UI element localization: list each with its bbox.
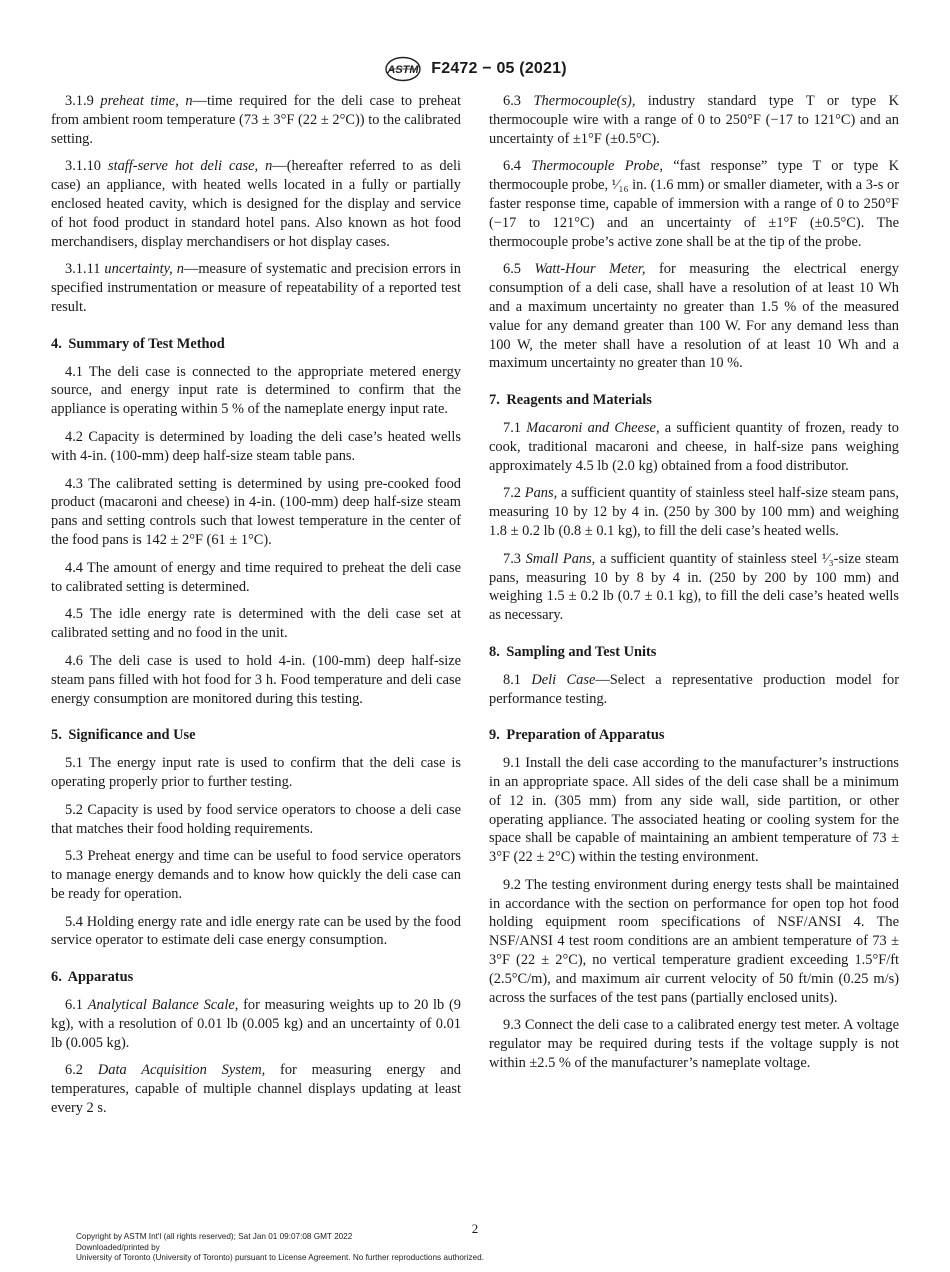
paragraph-5-2: 5.2 Capacity is used by food service operators to choose a deli case that matches their food holding requirements. bbox=[51, 801, 461, 837]
document-id: F2472 − 05 (2021) bbox=[431, 60, 567, 77]
paragraph-9-1: 9.1 Install the deli case according to the manufacturer’s instructions in an appropriate space. All sides of the deli case shall be a minimum of 12 in. (305 mm) from any side wall, side partition, or other operating appliance. The associated heating or cooling system for the space shall be capable of maintaining an ambient temperature of 73 ± 3°F (22 ± 2°C) within the testing environment. bbox=[489, 755, 899, 866]
paragraph-5-1: 5.1 The energy input rate is used to confirm that the deli case is operating properly prior to further testing. bbox=[51, 755, 461, 790]
paragraph-4-3: 4.3 The calibrated setting is determined by using pre-cooked food product (macaroni and cheese) in 4-in. (100-mm) deep half-size steam pans and setting controls such that lowest temperature in the center of the food pans is 142 ± 2°F (61 ± 1°C). bbox=[51, 475, 461, 548]
definition-3-1-9: 3.1.9 preheat time, n—time required for the deli case to preheat from ambient room temperature (73 ± 3°F (22 ± 2°C)) to the calibrated setting. bbox=[51, 93, 461, 147]
astm-logo-icon bbox=[383, 56, 423, 82]
paragraph-9-2: 9.2 The testing environment during energy tests shall be maintained in accordance with the section on performance for open top hot food holding equipment room specifications of NSF/ANSI 4. The NSF/ANSI 4 test room conditions are an ambient temperature of 73 ± 3°F (22 ± 2°C), no vertical temperature gradient exceeding 1.5°F/ft (2.5°C/m), and maximum air current velocity of 50 ft/min (0.25 m/s) across the surfaces of the test pans (partially enclosed units). bbox=[489, 876, 899, 1006]
definition-3-1-11: 3.1.11 uncertainty, n—measure of systematic and precision errors in specified instrumentation or measure of repeatability of a reported test result. bbox=[51, 261, 461, 315]
paragraph-9-3: 9.3 Connect the deli case to a calibrated energy test meter. A voltage regulator may be required during tests if the voltage supply is not within ±2.5 % of the manufacturer’s nameplate voltage. bbox=[489, 1017, 899, 1072]
paragraph-4-4: 4.4 The amount of energy and time required to preheat the deli case to calibrated setting is determined. bbox=[51, 559, 461, 595]
paragraph-6-1: 6.1 Analytical Balance Scale, for measuring weights up to 20 lb (9 kg), with a resolution of 0.01 lb (0.005 kg) and an uncertainty of 0.01 lb (0.005 kg). bbox=[51, 997, 461, 1051]
paragraph-4-5: 4.5 The idle energy rate is determined with the deli case set at calibrated setting and no food in the unit. bbox=[51, 606, 461, 642]
paragraph-6-2: 6.2 Data Acquisition System, for measuring energy and temperatures, capable of multiple channel displays updating at least every 2 s. bbox=[51, 1062, 461, 1117]
paragraph-4-1: 4.1 The deli case is connected to the appropriate metered energy source, and energy input rate is determined to confirm that the appliance is operating within 5 % of the nameplate energy input rate. bbox=[51, 363, 461, 418]
paragraph-6-4: 6.4 Thermocouple Probe, “fast response” type T or type K thermocouple probe, ¹⁄₁₆ in. (1.6 mm) or smaller diameter, with a 3-s or faster response time, capable of immersion with a range of 0 to 250°F (−17 to 121°C) and an uncertainty of ±1°F (±0.5°C). The thermocouple probe’s active zone shall be at the tip of the probe. bbox=[489, 158, 899, 250]
paragraph-6-3: 6.3 Thermocouple(s), industry standard type T or type K thermocouple wire with a range of 0 to 250°F (−17 to 121°C) and an uncertainty of ±1°F (±0.5°C). bbox=[489, 93, 899, 147]
paragraph-7-2: 7.2 Pans, a sufficient quantity of stainless steel half-size steam pans, measuring 10 by 12 by 4 in. (250 by 300 by 100 mm) and weighing 1.8 ± 0.2 lb (0.8 ± 0.1 kg), to fill the deli case’s heated wells. bbox=[489, 485, 899, 539]
logo-text: ASTM bbox=[387, 64, 419, 76]
page-number: 2 bbox=[471, 1221, 479, 1236]
definition-3-1-10: 3.1.10 staff-serve hot deli case, n—(hereafter referred to as deli case) an appliance, with heated wells located in a fully or partially enclosed heated cavity, which is designed for the display and service of hot food product in standard hotel pans. Also known as hot food merchandisers, display merchandisers or hot display cases. bbox=[51, 158, 461, 250]
paragraph-4-6: 4.6 The deli case is used to hold 4-in. (100-mm) deep half-size steam pans filled with hot food for 3 h. Food temperature and deli case energy consumption are monitored during this testing. bbox=[51, 652, 461, 707]
paragraph-7-3: 7.3 Small Pans, a sufficient quantity of stainless steel ¹⁄₃-size steam pans, measuring 10 by 8 by 4 in. (250 by 200 by 100 mm) and weighing 1.5 ± 0.2 lb (0.7 ± 0.1 kg), to fill the deli case’s heated wells as necessary. bbox=[489, 550, 899, 624]
footer-copyright-line: Copyright by ASTM Int'l (all rights reserved); Sat Jan 01 09:07:08 GMT 2022 bbox=[76, 1232, 353, 1241]
paragraph-5-3: 5.3 Preheat energy and time can be useful to food service operators to manage energy demands and to know how quickly the deli case can be ready for operation. bbox=[51, 848, 461, 902]
section-heading-5: 5. Significance and Use bbox=[51, 727, 196, 744]
paragraph-4-2: 4.2 Capacity is determined by loading the deli case’s heated wells with 4-in. (100-mm) deep half-size steam table pans. bbox=[51, 428, 461, 464]
paragraph-8-1: 8.1 Deli Case—Select a representative production model for performance testing. bbox=[489, 671, 899, 707]
page-header bbox=[0, 56, 950, 82]
section-heading-4: 4. Summary of Test Method bbox=[51, 335, 225, 352]
copyright-footer bbox=[76, 1232, 484, 1264]
footer-downloaded-line: Downloaded/printed by bbox=[76, 1242, 160, 1252]
section-heading-6: 6. Apparatus bbox=[51, 969, 134, 986]
paragraph-5-4: 5.4 Holding energy rate and idle energy rate can be used by the food service operator to estimate deli case energy consumption. bbox=[51, 913, 461, 949]
paragraph-7-1: 7.1 Macaroni and Cheese, a sufficient quantity of frozen, ready to cook, traditional macaroni and cheese, in half-size pans weighing approximately 4.5 lb (2.0 kg) obtained from a food distributor. bbox=[489, 419, 899, 474]
section-heading-8: 8. Sampling and Test Units bbox=[489, 643, 657, 660]
left-column bbox=[51, 92, 461, 1127]
section-heading-7: 7. Reagents and Materials bbox=[489, 392, 652, 409]
section-heading-9: 9. Preparation of Apparatus bbox=[489, 727, 665, 744]
footer-license-line: University of Toronto (University of Toronto) pursuant to License Agreement. No further reproductions authorized. bbox=[76, 1253, 484, 1262]
right-column bbox=[489, 92, 899, 1082]
paragraph-6-5: 6.5 Watt-Hour Meter, for measuring the electrical energy consumption of a deli case, shall have a resolution of at least 10 Wh and a maximum uncertainty no greater than 1.5 % of the measured value for any demand greater than 100 W. For any demand less than 100 W, the meter shall have a resolution of at least 10 Wh and a maximum uncertainty no greater than 10 %. bbox=[489, 261, 899, 372]
